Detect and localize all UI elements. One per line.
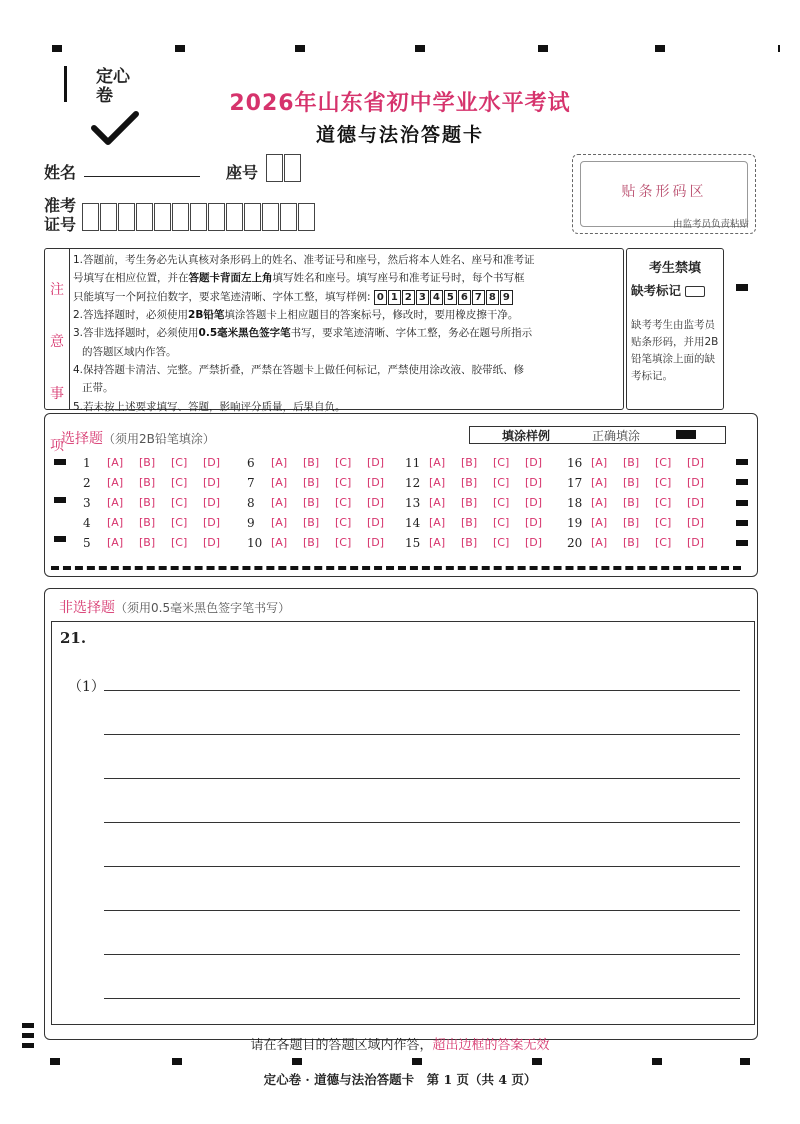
answer-option[interactable]: [C] (171, 456, 188, 469)
timing-mark (22, 1023, 34, 1028)
answer-option[interactable]: [A] (271, 536, 288, 549)
timing-mark (778, 45, 780, 52)
barcode-label: 贴条形码区 (621, 184, 707, 200)
answer-option[interactable]: [A] (107, 456, 124, 469)
question-number: 14 (405, 516, 421, 530)
answer-option[interactable]: [C] (335, 456, 352, 469)
answer-option[interactable]: [B] (623, 476, 640, 489)
answer-option[interactable]: [A] (107, 536, 124, 549)
absent-mark-box[interactable] (685, 286, 705, 297)
answer-option[interactable]: [B] (461, 496, 478, 509)
answer-option[interactable]: [D] (687, 496, 705, 509)
answer-line (104, 998, 740, 999)
answer-option[interactable]: [C] (493, 516, 510, 529)
answer-option[interactable]: [A] (271, 456, 288, 469)
answer-option[interactable]: [D] (367, 496, 385, 509)
timing-mark (736, 500, 748, 506)
answer-option[interactable]: [B] (461, 456, 478, 469)
answer-option[interactable]: [A] (107, 496, 124, 509)
timing-mark (736, 459, 748, 465)
answer-option[interactable]: [A] (429, 496, 446, 509)
exam-title: 2026年山东省初中学业水平考试 (229, 91, 571, 116)
answer-option[interactable]: [C] (493, 476, 510, 489)
question-number: 4 (83, 516, 91, 530)
timing-mark (652, 1058, 662, 1065)
card-subtitle: 道德与法治答题卡 (315, 124, 484, 146)
answer-option[interactable]: [C] (335, 536, 352, 549)
answer-option[interactable]: [C] (171, 476, 188, 489)
question-number: 11 (405, 456, 421, 470)
answer-option[interactable]: [C] (493, 536, 510, 549)
timing-mark (50, 1058, 60, 1065)
answer-option[interactable]: [C] (335, 496, 352, 509)
answer-option[interactable]: [C] (493, 496, 510, 509)
answer-option[interactable]: [D] (525, 476, 543, 489)
question-number: 19 (567, 516, 583, 530)
answer-option[interactable]: [B] (139, 536, 156, 549)
timing-mark (412, 1058, 422, 1065)
timing-mark (54, 536, 66, 542)
answer-option[interactable]: [A] (271, 496, 288, 509)
answer-option[interactable]: [B] (139, 516, 156, 529)
timing-mark (740, 1058, 750, 1065)
answer-option[interactable]: [D] (203, 496, 221, 509)
answer-option[interactable]: [A] (429, 516, 446, 529)
answer-option[interactable]: [B] (623, 456, 640, 469)
sub-question-number: （1） (68, 679, 105, 695)
answer-option[interactable]: [D] (525, 536, 543, 549)
question-number: 8 (247, 496, 255, 510)
non-choice-title: 非选择题（须用0.5毫米黑色签字笔书写） (59, 600, 291, 616)
answer-option[interactable]: [C] (655, 536, 672, 549)
brand-logo: 定心卷 (96, 68, 136, 106)
answer-option[interactable]: [C] (335, 516, 352, 529)
timing-mark (736, 479, 748, 485)
question-number: 10 (247, 536, 263, 550)
timing-mark (538, 45, 548, 52)
seat-label: 座号 (226, 163, 259, 182)
answer-option[interactable]: [D] (687, 536, 705, 549)
answer-option[interactable]: [D] (203, 536, 221, 549)
answer-option[interactable]: [C] (493, 456, 510, 469)
answer-option[interactable]: [D] (367, 536, 385, 549)
question-number: 16 (567, 456, 583, 470)
timing-mark (736, 284, 748, 291)
name-field[interactable] (84, 176, 200, 177)
answer-option[interactable]: [D] (525, 516, 543, 529)
answer-option[interactable]: [D] (687, 456, 705, 469)
answer-line (104, 690, 740, 691)
timing-mark (655, 45, 665, 52)
answer-option[interactable]: [B] (461, 516, 478, 529)
seat-box[interactable] (284, 154, 301, 182)
absent-mark-label: 缺考标记 (631, 283, 682, 298)
answer-line (104, 778, 740, 779)
notice-text: 1.答题前，考生务必先认真核对条形码上的姓名、准考证号和座号，然后将本人姓名、座号和准考证 号填写在相应位置，并在答题卡背面左上角填写姓名和座号。填写座号和准考证号时，每个书写框 只能填写一个阿拉伯数字，要求笔迹清晰、字体工整，填写样例: 0 1 2 3 4 5 6 7 8 9 2.答选择题时，必须使用2B铅笔填涂答题卡上相应题目的答案标号，修改时，要用橡皮擦干净。 3.答非选择题时，必须使用0.5毫米黑色签字笔书写，要求笔迹清晰、字体工整，务必在题号所指示 的答题区域内作答。 4.保持答题卡清洁、完整。严禁折叠，严禁在答题卡上做任何标记，严禁使用涂改液、胶带纸、修 正带。 5.若未按上述要求填写、答题，影响评分质量，后果自负。 (73, 254, 535, 413)
timing-mark (292, 1058, 302, 1065)
answer-line (104, 866, 740, 867)
answer-option[interactable]: [B] (303, 456, 320, 469)
answer-option[interactable]: [B] (623, 496, 640, 509)
timing-mark (736, 540, 748, 546)
answer-option[interactable]: [A] (591, 496, 608, 509)
answer-option[interactable]: [A] (591, 536, 608, 549)
answer-option[interactable]: [A] (271, 516, 288, 529)
timing-mark (54, 497, 66, 503)
timing-mark (736, 520, 748, 526)
answer-line (104, 910, 740, 911)
answer-option[interactable]: [C] (335, 476, 352, 489)
name-label: 姓名 (44, 163, 77, 182)
answer-option[interactable]: [B] (461, 536, 478, 549)
exam-no-label: 准考 证号 (44, 196, 77, 234)
answer-option[interactable]: [B] (139, 476, 156, 489)
question-number: 18 (567, 496, 583, 510)
answer-option[interactable]: [A] (429, 536, 446, 549)
answer-option[interactable]: [A] (591, 516, 608, 529)
answer-option[interactable]: [A] (591, 476, 608, 489)
question-number: 15 (405, 536, 421, 550)
examiner-only-title: 考生禁填 (648, 261, 701, 276)
timing-mark (52, 45, 62, 52)
answer-option[interactable]: [B] (623, 516, 640, 529)
answer-option[interactable]: [D] (367, 456, 385, 469)
question-number: 6 (247, 456, 255, 470)
answer-option[interactable]: [B] (303, 516, 320, 529)
answer-option[interactable]: [C] (171, 516, 188, 529)
question-number: 7 (247, 476, 255, 490)
answer-option[interactable]: [D] (525, 456, 543, 469)
timing-mark (172, 1058, 182, 1065)
answer-option[interactable]: [D] (203, 476, 221, 489)
answer-option[interactable]: [B] (139, 456, 156, 469)
question-number: 12 (405, 476, 421, 490)
answer-area[interactable] (51, 621, 755, 1025)
answer-option[interactable]: [B] (461, 476, 478, 489)
answer-area-warning: 请在各题目的答题区域内作答，超出边框的答案无效 (250, 1038, 550, 1053)
barcode-area (572, 154, 756, 234)
answer-option[interactable]: [C] (655, 496, 672, 509)
filled-sample (676, 430, 696, 439)
non-choice-section (44, 588, 758, 1040)
question-number: 2 (83, 476, 91, 490)
question-number: 13 (405, 496, 421, 510)
seat-box[interactable] (266, 154, 283, 182)
answer-option[interactable]: [B] (303, 476, 320, 489)
choice-section (44, 413, 758, 577)
timing-mark (295, 45, 305, 52)
answer-option[interactable]: [A] (429, 456, 446, 469)
answer-line (104, 734, 740, 735)
answer-option[interactable]: [C] (655, 476, 672, 489)
answer-option[interactable]: [C] (171, 536, 188, 549)
digit-sample: 0 1 2 3 4 5 6 7 8 9 (374, 288, 514, 306)
answer-option[interactable]: [B] (303, 536, 320, 549)
choice-title: 选择题（须用2B铅笔填涂） (61, 431, 215, 447)
timing-mark (54, 459, 66, 465)
question-number: 21. (60, 629, 87, 647)
answer-option[interactable]: [D] (367, 516, 385, 529)
notice-side-label: 注 意 事 项 (45, 249, 70, 409)
fill-sample-bar: 填涂样例 正确填涂 (469, 426, 726, 444)
answer-option[interactable]: [C] (655, 516, 672, 529)
answer-option[interactable]: [D] (687, 476, 705, 489)
examiner-only-note: 缺考考生由监考员贴条形码，并用2B铅笔填涂上面的缺考标记。 (631, 319, 719, 382)
answer-option[interactable]: [C] (171, 496, 188, 509)
examiner-only-box (626, 248, 724, 410)
question-number: 5 (83, 536, 91, 550)
answer-option[interactable]: [A] (591, 456, 608, 469)
answer-option[interactable]: [D] (203, 516, 221, 529)
answer-option[interactable]: [D] (687, 516, 705, 529)
answer-option[interactable]: [A] (107, 516, 124, 529)
dashed-track (51, 566, 741, 570)
question-number: 3 (83, 496, 91, 510)
answer-option[interactable]: [B] (303, 496, 320, 509)
answer-option[interactable]: [A] (271, 476, 288, 489)
answer-option[interactable]: [A] (107, 476, 124, 489)
answer-option[interactable]: [C] (655, 456, 672, 469)
answer-line (104, 822, 740, 823)
question-number: 1 (83, 456, 91, 470)
answer-option[interactable]: [B] (139, 496, 156, 509)
answer-option[interactable]: [D] (203, 456, 221, 469)
page-footer: 定心卷 · 道德与法治答题卡 第 1 页（共 4 页） (263, 1072, 537, 1087)
question-number: 17 (567, 476, 583, 490)
answer-line (104, 954, 740, 955)
question-number: 20 (567, 536, 583, 550)
answer-option[interactable]: [D] (525, 496, 543, 509)
question-number: 9 (247, 516, 255, 530)
answer-option[interactable]: [A] (429, 476, 446, 489)
answer-option[interactable]: [B] (623, 536, 640, 549)
timing-mark (532, 1058, 542, 1065)
timing-mark (415, 45, 425, 52)
answer-option[interactable]: [D] (367, 476, 385, 489)
barcode-note: 由监考员负责粘贴 (672, 219, 749, 230)
timing-mark (175, 45, 185, 52)
